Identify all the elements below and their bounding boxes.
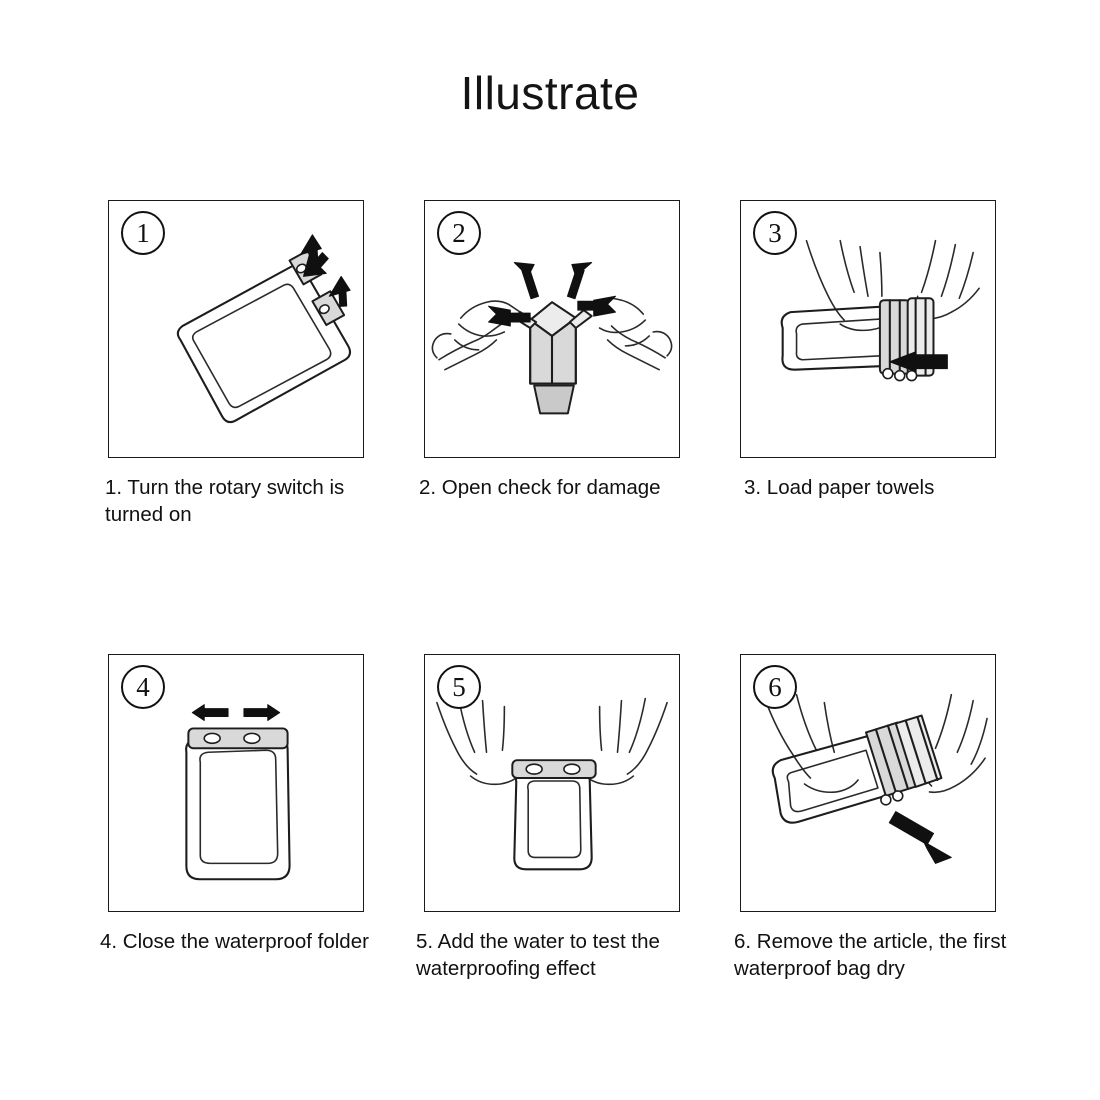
step-caption-2: 2. Open check for damage <box>419 476 661 499</box>
step-number-badge-5: 5 <box>437 665 481 709</box>
step-cell-2 <box>394 200 710 528</box>
step-number-badge-2: 2 <box>437 211 481 255</box>
step-cell-5 <box>394 654 710 982</box>
step-number-badge-3: 3 <box>753 211 797 255</box>
step-cell-4 <box>78 654 394 982</box>
step-number-badge-6: 6 <box>753 665 797 709</box>
grid-row-gap <box>78 528 1028 654</box>
step-panel-6 <box>740 654 996 912</box>
step-number-badge-1: 1 <box>121 211 165 255</box>
step-cell-1 <box>78 200 394 528</box>
step-panel-1 <box>108 200 364 458</box>
step-cell-6 <box>710 654 1026 982</box>
step-cell-3 <box>710 200 1026 528</box>
step-caption-6: 6. Remove the article, the first waterproof bag dry <box>734 930 1007 981</box>
page-title: Illustrate <box>460 67 640 119</box>
step-caption-5: 5. Add the water to test the waterproofing effect <box>416 930 660 981</box>
step-number-badge-4: 4 <box>121 665 165 709</box>
step-caption-3: 3. Load paper towels <box>744 476 935 499</box>
step-panel-2 <box>424 200 680 458</box>
step-panel-4 <box>108 654 364 912</box>
step-panel-5 <box>424 654 680 912</box>
steps-grid <box>78 200 1028 982</box>
step-caption-4: 4. Close the waterproof folder <box>100 930 369 954</box>
step-caption-1: 1. Turn the rotary switch is turned on <box>105 476 345 527</box>
step-panel-3 <box>740 200 996 458</box>
